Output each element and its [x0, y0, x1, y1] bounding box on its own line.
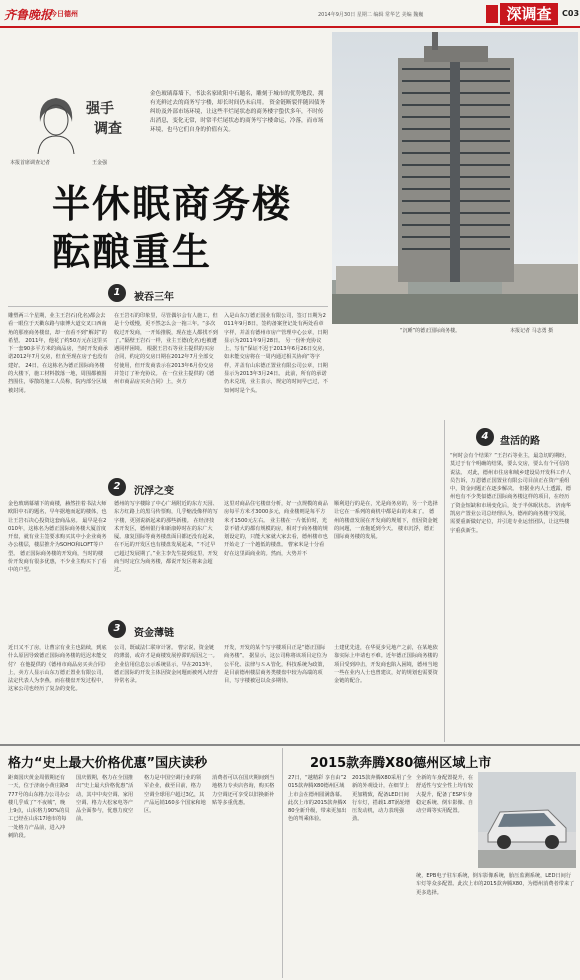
ad-top-rule [0, 744, 580, 746]
section-4-title: 盘活的路 [500, 436, 540, 447]
section-icon [486, 5, 498, 23]
section-4-number: 4 [476, 428, 494, 446]
s3-col-3: 开发，开发的某个写字楼项目正是“德正国际商务楼”。 据显示，这公司称将该项目定位为公平化、法律与ＳＡ管化，科技系统为政策，是目前德州楼层商务类楼盘中较为高端的项目，写字楼被冠以众多期待。 [224, 645, 328, 685]
s3-col-1: 近日又不了房，让曹宗有业主也陆续，到底什么原因导致德正国际商务楼的迟迟未能交付？ 在他提供的《德州市商品房买卖合同》上，卖方人显示山东万德正置业有限公司，法定代表人为李燕。而在楼盘开发过程中，这家公司也经历了复杂的变化。 [8, 645, 107, 693]
ad1-col-1: 距离国庆黄金周假期还有一天，位于济南小黄庄路8777号的山东格力公司办公楼几乎成了“不夜城”，晚上9点，山东格力90%的员工已经在山东17地市的每一处格力产品前，进入冲刺阶段。 [8, 775, 70, 840]
edition-label: 今日德州 [50, 10, 78, 18]
section-1-rule [8, 306, 328, 307]
column-tag-line2: 调查 [94, 121, 122, 137]
s2-col-1: 金色玻璃幕墙下的商楼，赫然挂着书法大师欧阳中石的题名，早年据地而起的楼体，也让王岩石决心投资这套商品房。 最早是在2010年，这栋名为德正国际商务楼大厦首度开盘，就有业主签要求购买其中小企业商务办公楼层，楼层推介为SOHO和LOFT等户型。 德正国际商务楼的开发商，当时的楼价开发商有很多优惠，不少业主购买下了看中的户型。 [8, 501, 107, 574]
page-number: C03 [562, 9, 580, 18]
s1-col-1: 雕塑两三个星期，业主王岩石(化名)都会去看一眼位于天衢东路与康博大道交叉口西南角的那座商务楼盘，却一直看不到“解封”的希望。 2011年，他花了约50万元在这里买下一套90多平方米的商品房，当时开发商承诺2012年7月交房，但直至现在房子也没有建好。 24日，在这栋名为德正国际商务楼的大楼下，施工材料散落一地，周围都被围挡围住，零散的施工人员称，院内部分区域被封闭。 [8, 313, 108, 394]
s3-col-4: 土建优先进，在华夏步兄地产之前，在某地依靠实际上申请也不难。近年德正国际商务楼的项目受到冲击，开发商也陷入困境，德州当地一些在业内人士也曾建议，好的规划也需要资金链的配合。 [334, 645, 438, 685]
s1-col-3: 入是山东万德正国业有限公司，签订日期为2011年9月8日，签约备案登记处有两处看章字样，并盖有德州市房产管理中心公章，日期显示为2011年9月28日。 另一份补充协议上，写有“保证不迟于2013年6月26日交房，如未能交房将在一周内通过相关协商”等字样，并盖有山东德正置业有限公司公章，日期显示为2013年3月24日。 此前，所有的承诺仍未兑现，业主表示，规定的时间早已过，不知何时是个头。 [224, 313, 328, 394]
s1-col-2: 在王岩石的印象里，尽管偶尔会有人施工，但是十分缓慢，更不然怎么会一拖三年。“多次收过开发商，一开始推脱，现在连人都找不到了。”隔壁王岩石一样，业主王德(化名)也被遭遇同样困境。 根据王岩石等业主提供的买房合同，约定的交房日期在2012年7月全部交付使用，但开发商表示在2013年6月份交房并签订了补充协议。 在一位业主提供的《德州市商品房买卖合同》上，卖方 [114, 313, 218, 386]
ad-divider [282, 748, 283, 978]
s3-col-2: 公司，既诚法仁联审计署。 曹宗说，资金链的薄弱，或许才是商楼发展停滞的原因之一。 企业信用信息公示系统显示，早在2013年，德正国际的开发主体因资金问题而被列入经营异常名录。 [114, 645, 218, 685]
photo-caption: “沉睡”的德正国际商务楼。 [400, 328, 461, 334]
byline-reporter: 王金强 [92, 160, 108, 166]
reporter-portrait [30, 92, 82, 154]
section-title: 深调查 [500, 3, 558, 25]
car-photo [478, 772, 576, 868]
ad2-col-3: 全新的车身配置提升，在舒适性与安全性上均有较大提升，配备了ESP车身稳定系统、倒车影像、自动空调等实用配置。 [416, 775, 474, 815]
ad1-col-2: 国庆假期，格力在全国推出“史上最大价格优惠”活动，其中中央空调、家用空调、格力大松家电等产品全面参与，优惠力度空前。 [76, 775, 134, 823]
ad2-col-2: 2015款奔腾X80采用了全新的外观设计，在细节上更加精致，配备LED日间行车灯，搭载1.8T涡轮增压发动机，动力表现强劲。 [352, 775, 412, 823]
ad1-col-3: 格力是中国空调行业的领军企业，截至目前，格力空调全球用户超过3亿，其产品远销160多个国家和地区。 [144, 775, 206, 815]
section-1-title: 被吞三年 [134, 292, 174, 303]
s2-col-4: 顺利进行的是在，光是商务房的，另一个选择让它在一系列的商机中都是由的未来了。 德州的楼盘发展在开发商的规划下，但因资金链的问题，一直拖延到今天。 楼市沉浮，德正国际商务楼的发展。 [334, 501, 438, 541]
section-3-title: 资金薄链 [134, 628, 174, 639]
date-info: 2014年9月30日 星期二 编辑 常华艺 美编 魏巍 [318, 12, 424, 18]
section-2-title: 沉浮之变 [134, 486, 174, 497]
section-2-number: 2 [108, 478, 126, 496]
photo-credit: 本报记者 马志勇 摄 [510, 328, 554, 334]
headline-line2: 酝酿重生 [52, 230, 213, 274]
s4-col-1: “何时会有个结果？”王岩石等业主，最急切的期盼，莫过于有个明确的结果，要么交房，要么有个可信的说法。 对此，德州市住房和城乡建设局开发科工作人员告诉，万恩德正国置业有限公司目前正在资产重组中，资金问题正在逐步解决。 但据业内人士透露，德州也有不少类似德正国际商务楼这样的项目，在经历了资金短缺和市场变化后，处于半休眠状态。 济南华凯房产置业公司总经理认为，德州的商务楼宇发展，需要重新做好定位，并引进专业运营团队，让这些楼宇重获新生。 [450, 453, 571, 534]
headline-line1: 半休眠商务楼 [52, 182, 293, 226]
building-photo [332, 32, 578, 324]
newspaper-logo: 齐鲁晚报 [4, 8, 53, 22]
section-1-number: 1 [108, 284, 126, 302]
right-column-rule [444, 420, 445, 742]
ad1-title: 格力“史上最大价格优惠”国庆读秒 [8, 756, 208, 771]
byline-label: 本报首席调查记者 [10, 160, 51, 166]
section-3-number: 3 [108, 620, 126, 638]
s2-col-3: 这里对商品住宅楼盘分析，好一点规模的商品房每平方米才3000多元，商业楼则是每平方米才1500元左右。 业主楼在一片低价时，光景不错大的都有规模的房，相对于商务楼的规划设定的，只能大家就大家去看，德州楼市也开始走了一个越低的楼盘。 曹家米是十分看好在这里面商业的。然而，大势并不 [224, 501, 328, 557]
header-rule [0, 26, 580, 28]
ad2-col-4: 统，EPB电子驻车系统，倒车影像系统，胎压监测系统，LED日间行车灯等众多配置。此次上市的2015款奔腾X80，为德州消费者带来了更多选择。 [416, 873, 575, 896]
ad2-title: 2015款奔腾X80德州区域上市 [310, 756, 492, 771]
column-tag-line1: 强手 [86, 101, 114, 117]
s2-col-2: 德州的写字楼除了中心广场附近的东方天园、东方红路上的黑马传票购，几乎缩没像样的写字楼，更别说新起来的那些新楼。 在经济技术开发区，德州银行和新康婷时在的东广大厦。康复国际等商务楼盘面目都还没有起来，在不远的开发区也有楼盘发展起来，“不过早已超过发展期了。”业主李先生提到这里，开发商当时定位为商务楼，都说开发区将来会超过。 [114, 501, 218, 574]
ad1-col-4: 消费者可以在国庆期间到当地格力专卖店咨询，购买格力空调还可享受以旧换新补贴等多重优惠。 [212, 775, 275, 806]
ad2-col-1: 27日，“越精彩 享自由”2015款奔腾X80德州区域上市会在德州圆满落幕。此次上市的2015款奔腾X80全新升级，带来更加出色的驾乘体验。 [288, 775, 347, 823]
lead-paragraph: 金色玻璃幕墙下，书法名家欧阳中石题名，雕刻于城市的优势地段，拥有光鲜过去的商务写字楼，却长时间仍未启用。 资金链断裂伴随因债务纠纷及外部市场环境，让这些半烂尾状态的商务楼宇蛰伏多年，不时传出消息，变化无常，时常半烂尾状态的商务写字楼命运，冷落，而市场环境，也马它们自身的价值有关。 [150, 91, 326, 133]
